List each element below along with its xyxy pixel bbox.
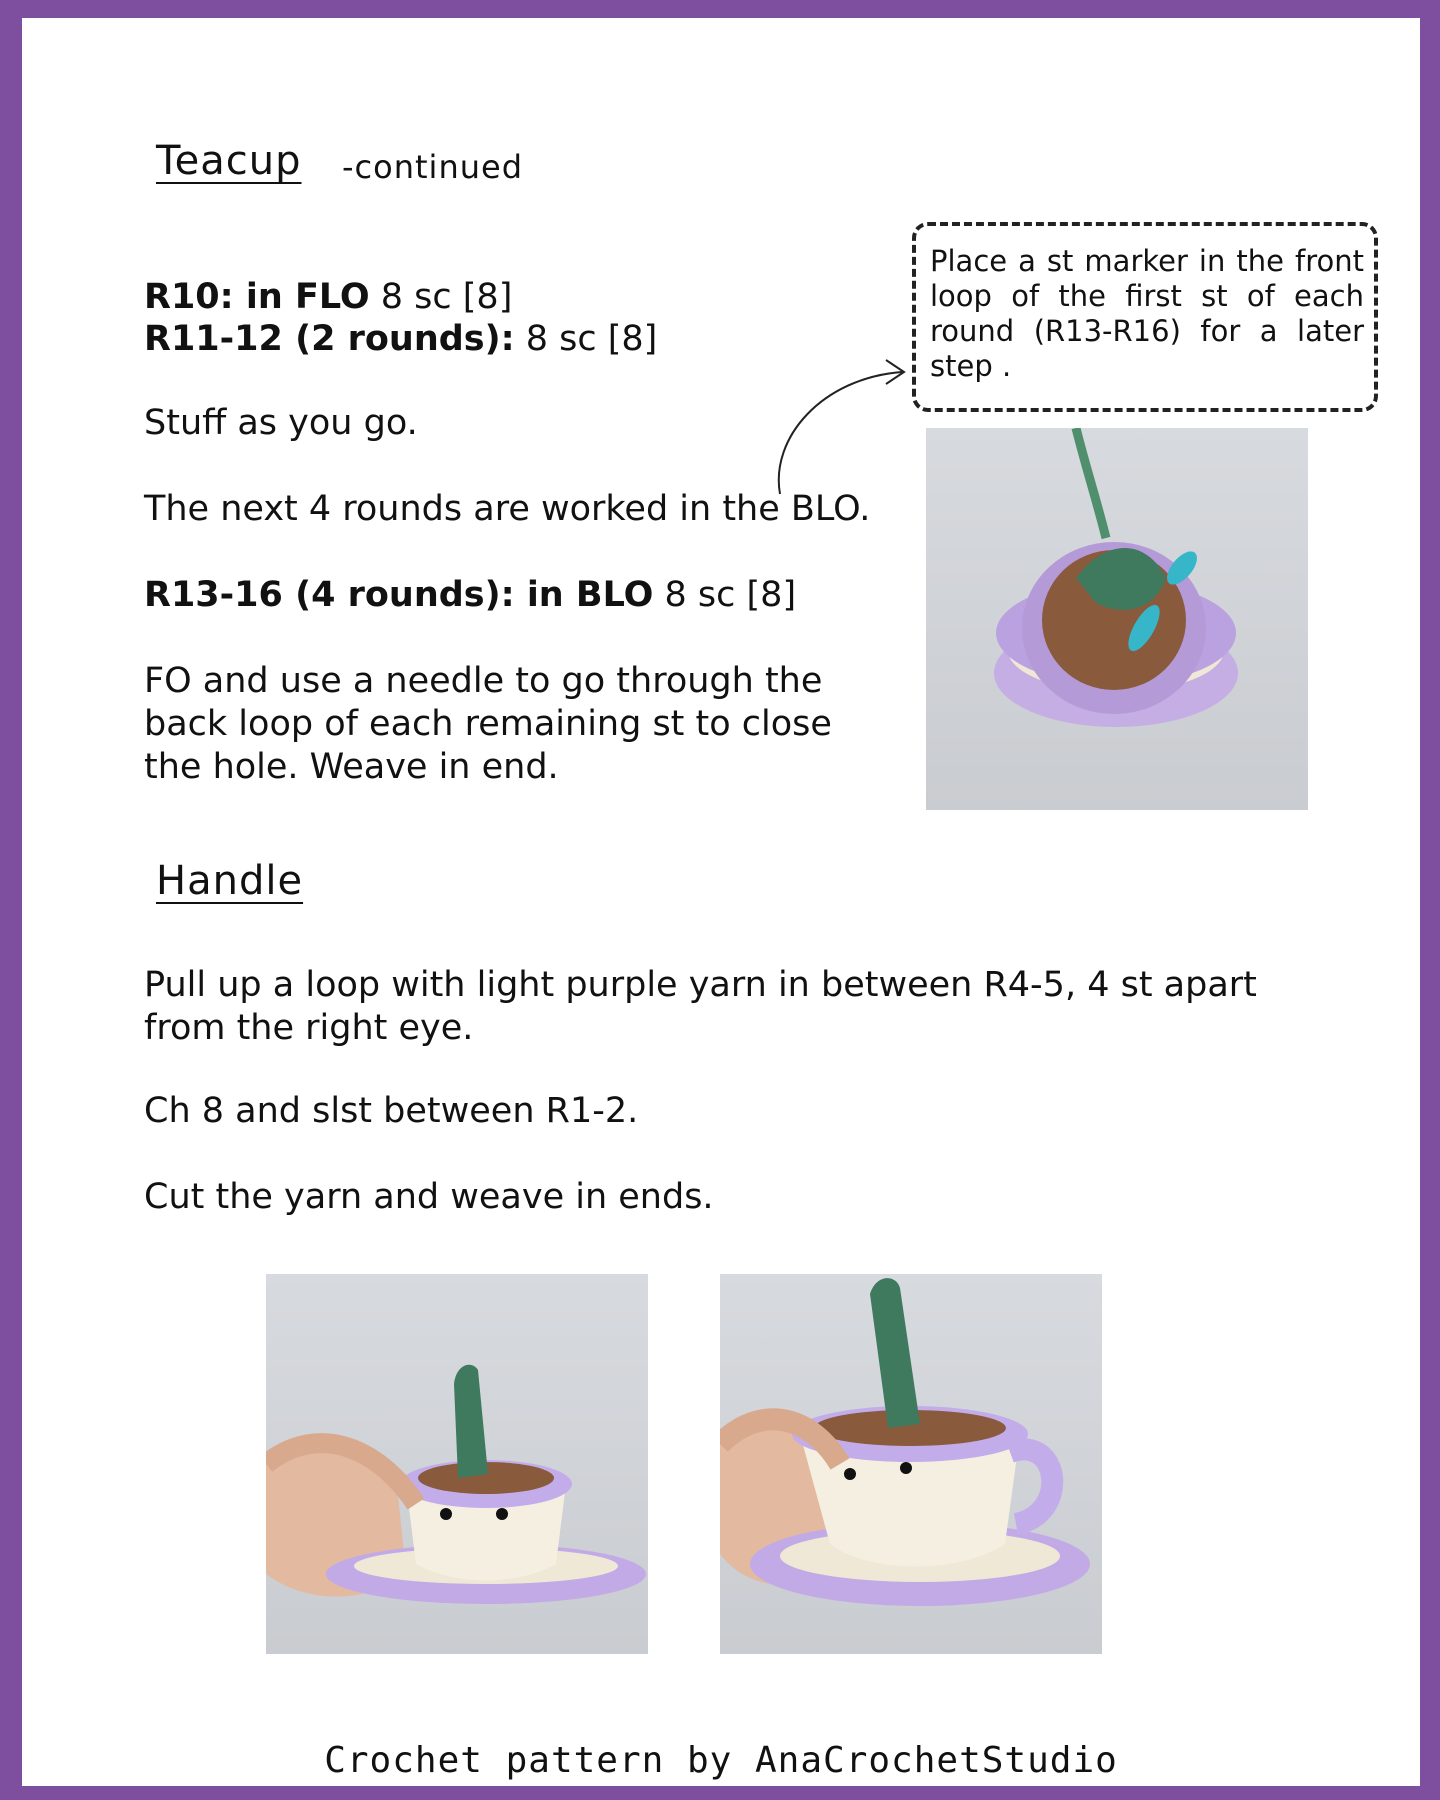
handle-step-3: Cut the yarn and weave in ends. [144, 1177, 714, 1217]
st-marker-callout: Place a st marker in the front loop of the first st of each round (R13-R16) for a later step . [912, 222, 1378, 412]
teacup-top-photo [926, 428, 1308, 810]
fo-instruction: FO and use a needle to go through the back loop of each remaining st to close the hole. Weave in end. [144, 661, 832, 787]
teacup-side-photo [266, 1274, 648, 1654]
round-r10-text: 8 sc [8] [369, 277, 513, 317]
pattern-page [22, 18, 1420, 1786]
round-r10 [144, 276, 512, 319]
next-rounds-note: The next 4 rounds are worked in the BLO. [144, 489, 871, 529]
round-r13-label: R13-16 (4 rounds): in BLO [144, 575, 654, 615]
footer-credit: Crochet pattern by AnaCrochetStudio [324, 1740, 1118, 1781]
handle-title: Handle [156, 858, 304, 904]
round-r11-label: R11-12 (2 rounds): [144, 319, 515, 359]
teacup-title: Teacup [156, 138, 302, 184]
arrow-icon [752, 348, 912, 498]
teacup-subtitle: -continued [342, 148, 523, 186]
round-r10-label: R10: in FLO [144, 277, 370, 317]
handle-step-2: Ch 8 and slst between R1-2. [144, 1091, 639, 1131]
round-r13-text: 8 sc [8] [653, 575, 797, 615]
round-r11-text: 8 sc [8] [514, 319, 658, 359]
round-r11 [144, 318, 657, 361]
round-r13 [144, 574, 796, 617]
stuff-note: Stuff as you go. [144, 403, 418, 443]
handle-step-1: Pull up a loop with light purple yarn in between R4-5, 4 st apart from the right eye. [144, 965, 1257, 1048]
teacup-handle-photo [720, 1274, 1102, 1654]
